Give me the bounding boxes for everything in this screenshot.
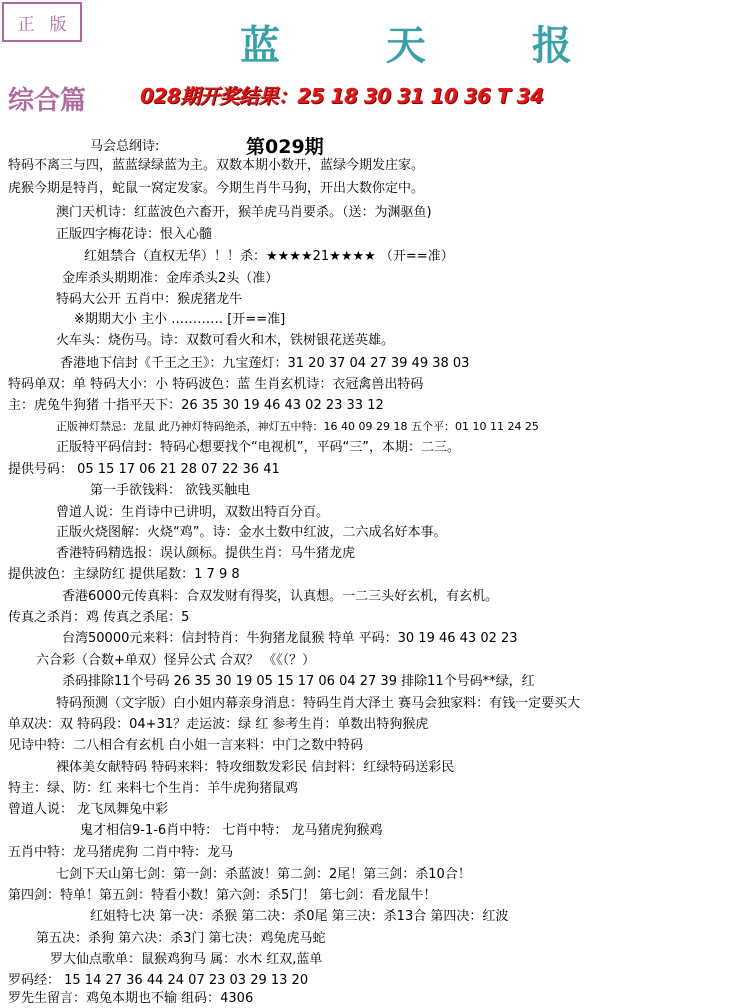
text-line: 主：虎兔牛狗猪 十指平天下：26 35 30 19 46 43 02 23 33 12 — [8, 398, 384, 413]
text-line: 金库杀头期期准：金库杀头2头（准） — [62, 271, 279, 286]
text-line: 五肖中特：龙马猪虎狗 二肖中特：龙马 — [8, 845, 234, 860]
text-line: 第五决：杀狗 第六决：杀3门 第七决：鸡兔虎马蛇 — [36, 931, 326, 946]
draw-result: 028期开奖结果：25 18 30 31 10 36 T 34 — [140, 84, 544, 108]
text-line: 曾道人说：生肖诗中已讲明，双数出特百分百。 — [56, 505, 330, 520]
section-title: 综合篇 — [8, 86, 87, 116]
text-line: 传真之杀肖：鸡 传真之杀尾：5 — [8, 610, 190, 625]
text-line: 裸体美女献特码 特码来料：特攻细数发彩民 信封料：红绿特码送彩民 — [56, 760, 455, 775]
text-line: 正版特平码信封：特码心想要找个“电视机”，平码“三”，本期：二三。 — [56, 440, 460, 455]
stamp-char-left: 正 — [17, 14, 35, 35]
poem-label: 马会总纲诗: — [90, 139, 160, 154]
text-line: 台湾50000元来料：信封特肖：牛狗猪龙鼠猴 特单 平码：30 19 46 43 02 23 — [62, 631, 518, 646]
text-line: 虎猴今期是特肖，蛇鼠一窝定发家。今期生肖牛马狗，开出大数你定中。 — [8, 181, 425, 196]
text-line: ※期期大小 主小 ………… [开==准] — [74, 312, 286, 327]
text-line: 杀码排除11个号码 26 35 30 19 05 15 17 06 04 27 39 排除11个号码**绿，红 — [62, 674, 535, 689]
text-line: 红姐特七决 第一决：杀猴 第二决：杀0尾 第三决：杀13合 第四决：红波 — [90, 909, 509, 924]
text-line: 香港地下信封《千王之王》：九宝莲灯：31 20 37 04 27 39 49 38 03 — [60, 356, 470, 371]
issue-number: 第029期 — [246, 136, 324, 158]
text-line: 见诗中特：二八相合有玄机 白小姐一言来料：中门之数中特码 — [8, 738, 364, 753]
text-line: 正版神灯禁忌：龙鼠 此乃神灯特码绝杀，神灯五中特：16 40 09 29 18 五个平：01 10 11 24 25 — [56, 420, 539, 433]
text-line: 罗先生留言：鸡兔本期也不输 组码：4306 — [8, 991, 254, 1006]
text-line: 火车头：烧伤马。诗：双数可看火和木，铁树银花送英雄。 — [56, 333, 395, 348]
text-line: 特码不离三与四，蓝蓝绿绿蓝为主。双数本期小数开，蓝绿今期发庄家。 — [8, 158, 425, 173]
text-line: 罗码经： 15 14 27 36 44 24 07 23 03 29 13 20 — [8, 973, 309, 988]
text-line: 正版火烧图解：火烧“鸡”。诗：金水土数中红波，二六成名好本事。 — [56, 525, 447, 540]
text-line: 鬼才相信9-1-6肖中特： 七肖中特： 龙马猪虎狗猴鸡 — [80, 823, 383, 838]
text-line: 香港6000元传真料：合双发财有得奖，认真想。一二三头好玄机，有玄机。 — [62, 589, 499, 604]
newspaper-title: 蓝 天 报 — [240, 22, 618, 69]
text-line: 特码单双：单 特码大小：小 特码波色：蓝 生肖玄机诗：衣冠禽兽出特码 — [8, 377, 424, 392]
text-line: 香港特码精选报：误认颜标。提供生肖：马牛猪龙虎 — [56, 546, 356, 561]
text-line: 澳门天机诗：红蓝波色六畜开，猴羊虎马肖要杀。（送：为渊驱鱼) — [56, 205, 432, 220]
text-line: 正版四字梅花诗：恨入心髓 — [56, 227, 213, 242]
text-line: 第一手欲钱料： 欲钱买触电 — [90, 483, 251, 498]
text-line: 六合彩（合数+单双）怪异公式 合双？ 《《（？） — [36, 653, 316, 668]
text-line: 特码预测（文字版）白小姐内幕亲身消息：特码生肖大泽土 赛马会独家料：有钱一定要买大 — [56, 696, 581, 711]
text-line: 特主：绿、防：红 来料七个生肖：羊牛虎狗猪鼠鸡 — [8, 781, 299, 796]
text-line: 提供波色：主绿防红 提供尾数：1 7 9 8 — [8, 567, 240, 582]
text-line: 曾道人说： 龙飞凤舞兔中彩 — [8, 802, 169, 817]
text-line: 罗大仙点歌单：鼠猴鸡狗马 属：水木 红双,蓝单 — [50, 952, 323, 967]
text-line: 提供号码： 05 15 17 06 21 28 07 22 36 41 — [8, 462, 280, 477]
text-line: 第四剑：特单！第五剑：特看小数！第六剑：杀5门！ 第七剑：看龙鼠牛！ — [8, 888, 437, 903]
text-line: 七剑下天山第七剑：第一剑：杀蓝波！第二剑：2尾！第三剑：杀10合！ — [56, 867, 471, 882]
text-line: 红姐禁合（直权无华）！！杀：★★★★21★★★★ （开==准） — [84, 249, 454, 264]
edition-stamp — [2, 2, 82, 42]
stamp-char-right: 版 — [49, 14, 67, 35]
text-line: 单双决：双 特码段：04+31？走运波：绿 红 参考生肖：单数出特狗猴虎 — [8, 717, 429, 732]
text-line: 特码大公开 五肖中：猴虎猪龙牛 — [56, 292, 243, 307]
